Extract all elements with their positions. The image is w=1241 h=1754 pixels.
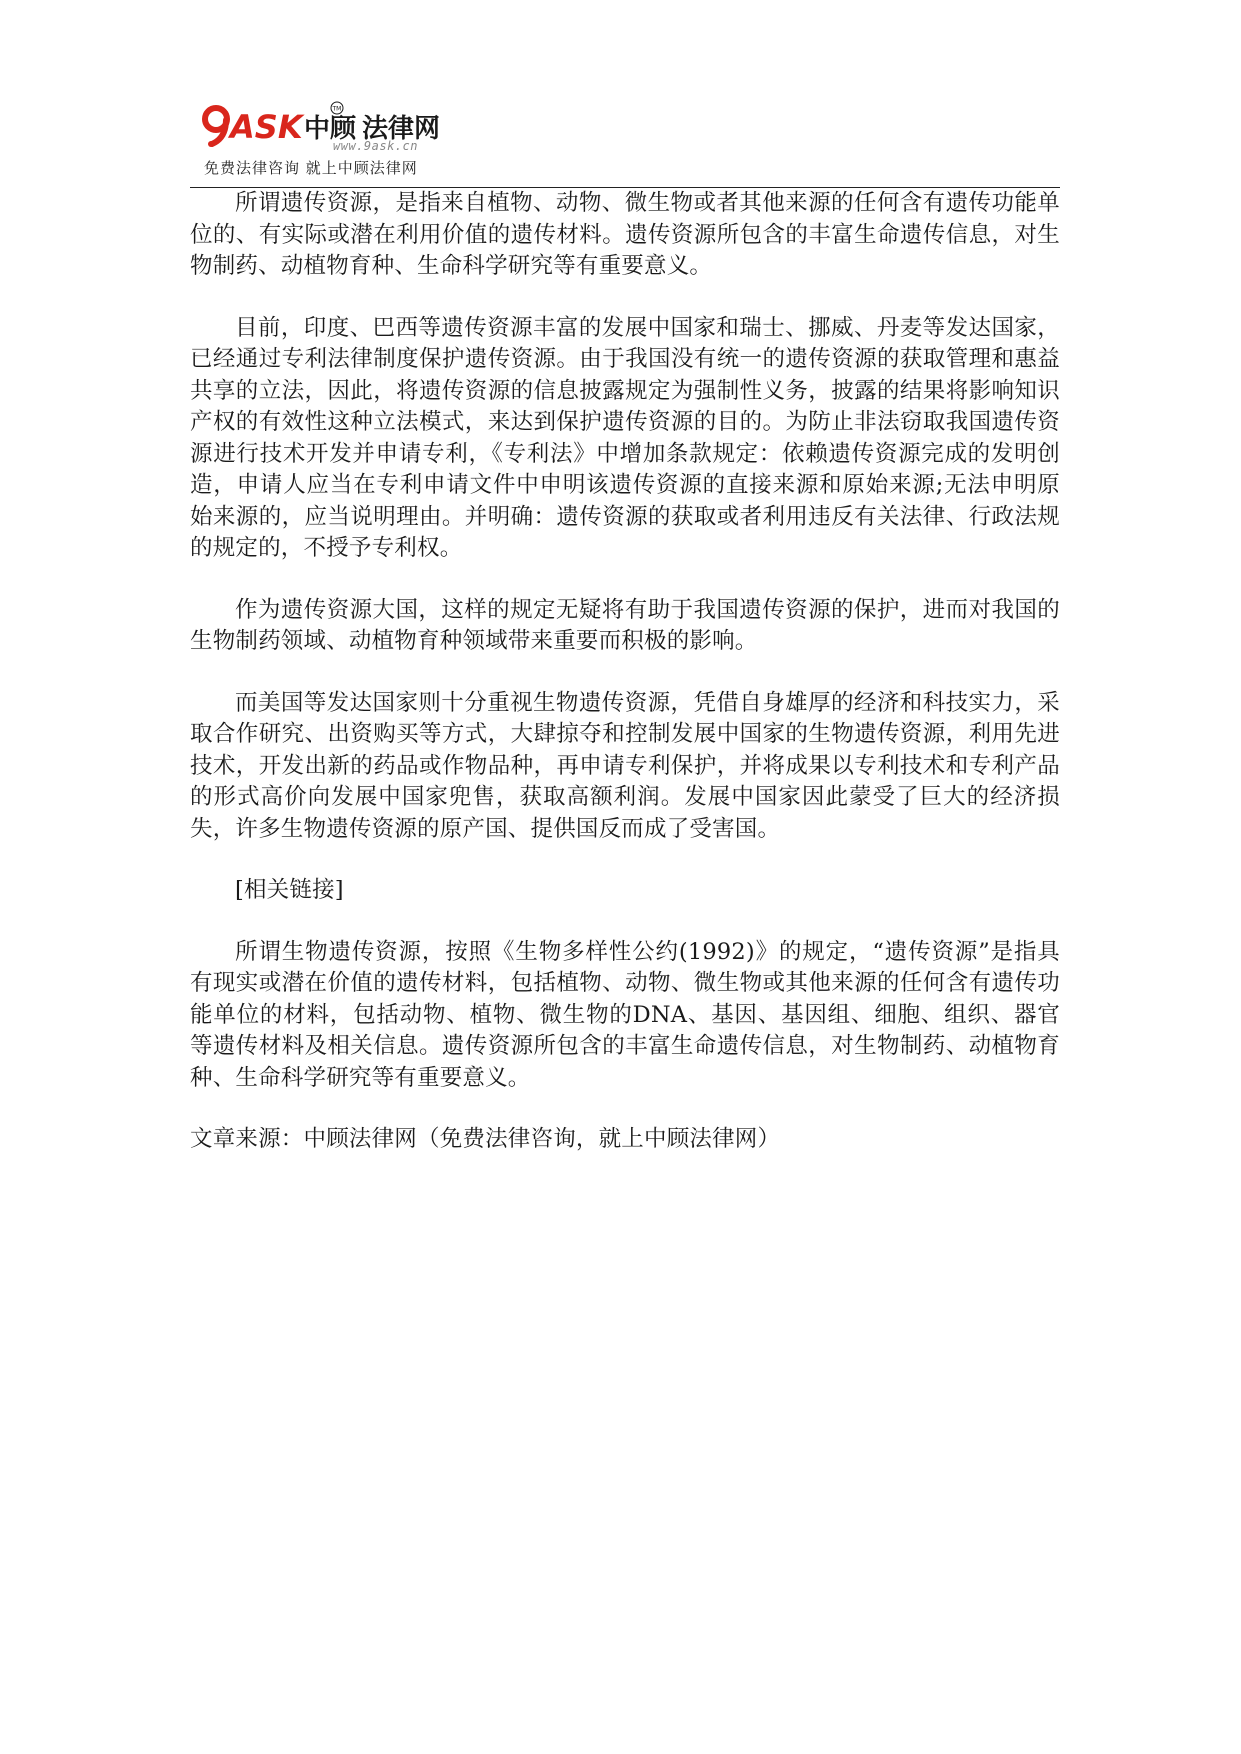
article-paragraph: 目前，印度、巴西等遗传资源丰富的发展中国家和瑞士、挪威、丹麦等发达国家，已经通过专利法律制度保护遗传资源。由于我国没有统一的遗传资源的获取管理和惠益共享的立法，因此，将遗传资源的信息披露规定为强制性义务，披露的结果将影响知识产权的有效性这种立法模式，来达到保护遗传资源的目的。为防止非法窃取我国遗传资源进行技术开发并申请专利，《专利法》中增加条款规定：依赖遗传资源完成的发明创造，申请人应当在专利申请文件中申明该遗传资源的直接来源和原始来源;无法申明原始来源的，应当说明理由。并明确：遗传资源的获取或者利用违反有关法律、行政法规的规定的，不授予专利权。 [190,314,1060,561]
article-source: 文章来源：中顾法律网（免费法律咨询，就上中顾法律网） [190,1126,781,1152]
svg-text:ASK: ASK [230,108,303,146]
article-paragraph: 所谓生物遗传资源，按照《生物多样性公约(1992)》的规定，“遗传资源”是指具有现实或潜在价值的遗传材料，包括植物、动物、微生物或其他来源的任何含有遗传功能单位的材料，包括动物、植物、微生物的DNA、基因、基因组、细胞、组织、器官等遗传材料及相关信息。遗传资源所包含的丰富生命遗传信息，对生物制药、动植物育种、生命科学研究等有重要意义。 [190,938,1060,1091]
article-paragraph: 而美国等发达国家则十分重视生物遗传资源，凭借自身雄厚的经济和科技实力，采取合作研究、出资购买等方式，大肆掠夺和控制发展中国家的生物遗传资源，利用先进技术，开发出新的药品或作物品种，再申请专利保护，并将成果以专利技术和专利产品的形式高价向发展中国家兜售，获取高额利润。发展中国家因此蒙受了巨大的经济损失，许多生物遗传资源的原产国、提供国反而成了受害国。 [190,689,1060,842]
page-header [190,86,1060,188]
logo-slogan: 免费法律咨询 就上中顾法律网 [204,159,418,177]
article-paragraph: 作为遗传资源大国，这样的规定无疑将有助于我国遗传资源的保护，进而对我国的生物制药领域、动植物育种领域带来重要而积极的影响。 [190,596,1060,654]
svg-text:法律网: 法律网 [362,114,441,144]
related-links-heading: [相关链接] [235,877,344,903]
logo-url[interactable]: www.9ask.cn [333,139,418,153]
article-paragraph: 所谓遗传资源，是指来自植物、动物、微生物或者其他来源的任何含有遗传功能单位的、有实际或潜在利用价值的遗传材料。遗传资源所包含的丰富生命遗传信息，对生物制药、动植物育种、生命科学研究等有重要意义。 [190,190,1060,279]
article-body [190,188,1060,1186]
svg-text:中顾: 中顾 [304,114,357,144]
svg-text:TM: TM [332,105,342,113]
